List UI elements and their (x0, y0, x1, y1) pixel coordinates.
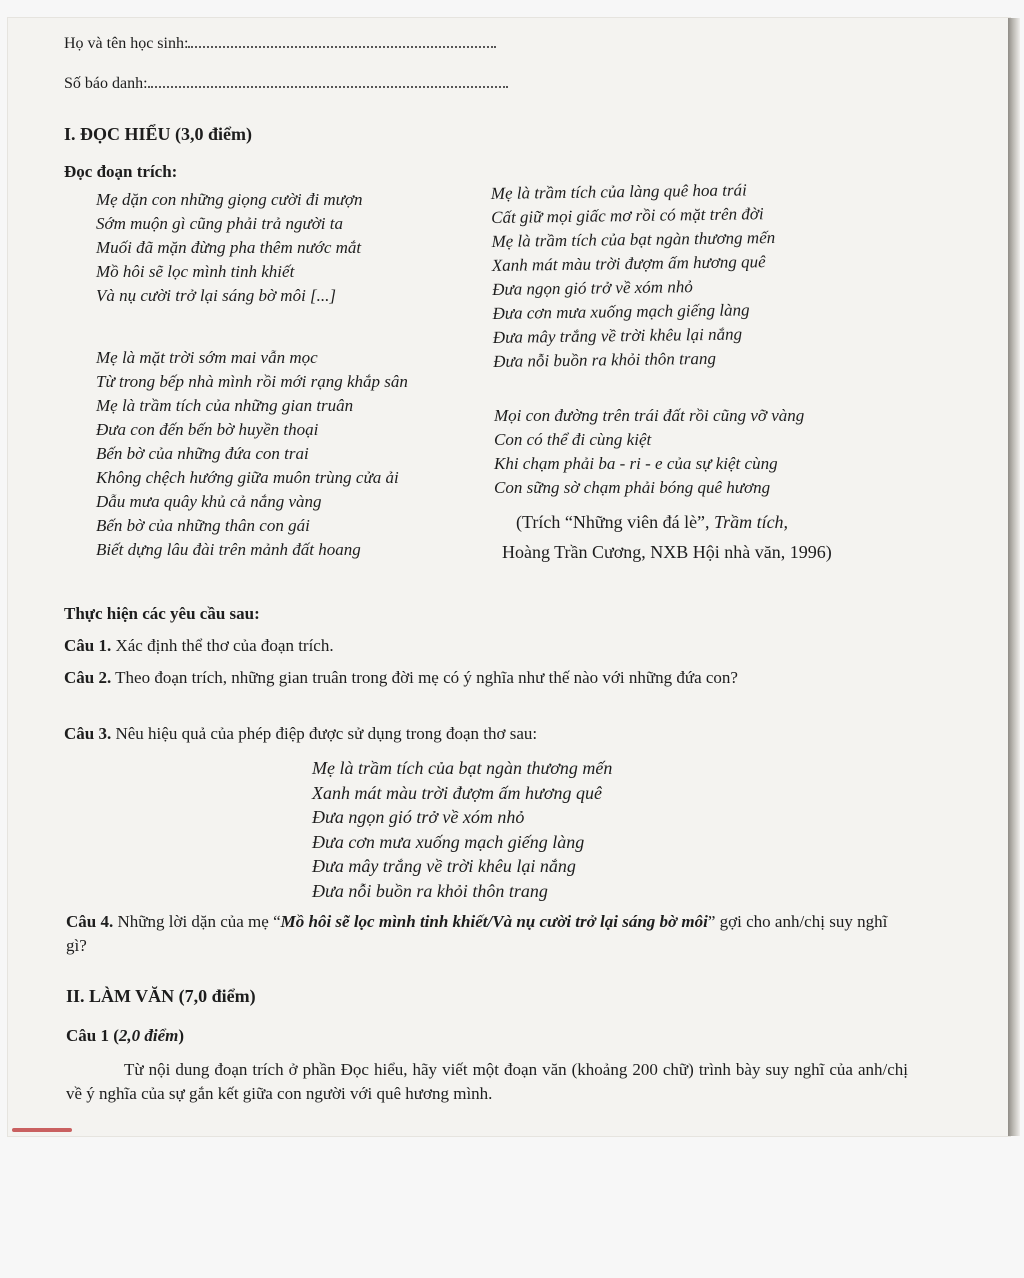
poem-line: Xanh mát màu trời đượm ấm hương quê (491, 252, 766, 275)
q2-label: Câu 2. (64, 668, 112, 687)
student-id-label: Số báo danh: (64, 75, 148, 92)
part2-q1-points: 2,0 điểm (118, 1026, 179, 1045)
q4-label: Câu 4. (66, 912, 114, 931)
part1-intro: Đọc đoạn trích: (64, 162, 178, 181)
poem-line: Đưa cơn mưa xuống mạch giếng làng (312, 831, 585, 852)
student-name-field (64, 34, 496, 53)
poem-line: Xanh mát màu trời đượm ấm hương quê (312, 782, 602, 803)
red-mark (12, 1128, 72, 1132)
poem-line: Mẹ là mặt trời sớm mai vẫn mọc (96, 348, 318, 367)
source-line-1 (516, 512, 788, 533)
dotted-line (148, 74, 508, 88)
source-book: Trầm tích, (714, 512, 789, 532)
question-4 (66, 910, 906, 958)
poem-left-stanza-1 (96, 188, 362, 308)
poem-line: Đưa nỗi buồn ra khỏi thôn trang (493, 348, 717, 371)
q2-text: Theo đoạn trích, những gian truân trong đời mẹ có ý nghĩa như thế nào với những đứa con? (111, 668, 738, 687)
poem-line: Mẹ là trầm tích của bạt ngàn thương mến (491, 228, 776, 251)
poem-line: Biết dựng lâu đài trên mảnh đất hoang (96, 540, 361, 559)
question-3 (64, 724, 537, 744)
q4-text-a: Những lời dặn của mẹ “ (113, 912, 281, 931)
dotted-line (188, 34, 496, 48)
poem-line: Mồ hôi sẽ lọc mình tinh khiết (96, 262, 295, 281)
poem-left-stanza-2 (96, 346, 408, 562)
source-line-2: Hoàng Trần Cương, NXB Hội nhà văn, 1996) (502, 542, 832, 562)
part1-title: I. ĐỌC HIỂU (3,0 điểm) (64, 124, 252, 144)
poem-line: Sớm muộn gì cũng phải trả người ta (96, 214, 343, 233)
q3-text: Nêu hiệu quả của phép điệp được sử dụng trong đoạn thơ sau: (111, 724, 538, 743)
question-1 (64, 636, 334, 656)
part2-q1-text: Từ nội dung đoạn trích ở phần Đọc hiểu, hãy viết một đoạn văn (khoảng 200 chữ) trình bày suy nghĩ của anh/chị về ý nghĩa của sự gắn kết giữa con người với quê hương mình. (66, 1060, 908, 1103)
q4-text-b: ” gợi cho anh/chị suy nghĩ gì? (66, 912, 888, 955)
page-edge-shadow (1008, 18, 1020, 1136)
poem-line: Mẹ dặn con những giọng cười đi mượn (96, 190, 363, 209)
poem-line: Đưa cơn mưa xuống mạch giếng làng (492, 300, 750, 323)
poem-line: Mẹ là trầm tích của những gian truân (96, 396, 354, 415)
poem-line: Khi chạm phải ba - ri - e của sự kiệt cùng (494, 454, 778, 473)
q4-quote: Mồ hôi sẽ lọc mình tinh khiết/Và nụ cười trở lại sáng bờ môi (280, 912, 708, 931)
poem-line: Mọi con đường trên trái đất rồi cũng vỡ vàng (494, 406, 805, 425)
tasks-heading: Thực hiện các yêu cầu sau: (64, 604, 260, 623)
poem-line: Từ trong bếp nhà mình rồi mới rạng khắp sân (96, 372, 408, 391)
poem-line: Đưa ngọn gió trở về xóm nhỏ (312, 807, 525, 827)
part2-q1-label: Câu 1 ( (66, 1026, 119, 1045)
poem-line: Muối đã mặn đừng pha thêm nước mắt (96, 238, 362, 257)
poem-line: Con sững sờ chạm phải bóng quê hương (494, 478, 771, 497)
poem-line: Đưa con đến bến bờ huyền thoại (96, 420, 319, 439)
poem-line: Đưa mây trắng về trời khêu lại nắng (312, 856, 576, 876)
student-name-label: Họ và tên học sinh: (64, 35, 189, 52)
source-prefix: (Trích “Những viên đá lè”, (516, 512, 715, 532)
q3-label: Câu 3. (64, 724, 112, 743)
poem-line: Bến bờ của những thân con gái (96, 516, 310, 535)
poem-line: Và nụ cười trở lại sáng bờ môi [...] (96, 286, 337, 305)
part2-q1-close: ) (178, 1026, 185, 1045)
q1-text: Xác định thể thơ của đoạn trích. (111, 636, 334, 655)
poem-line: Mẹ là trầm tích của bạt ngàn thương mến (312, 758, 613, 778)
poem-line: Dẫu mưa quây khủ cả nắng vàng (96, 492, 322, 511)
poem-line: Bến bờ của những đứa con trai (96, 444, 309, 463)
poem-right-stanza-2 (494, 404, 804, 500)
poem-line: Đưa nỗi buồn ra khỏi thôn trang (312, 880, 548, 901)
part2-title: II. LÀM VĂN (7,0 điểm) (66, 986, 256, 1006)
poem-line: Cất giữ mọi giấc mơ rồi có mặt trên đời (491, 204, 764, 227)
poem-line: Không chệch hướng giữa muôn trùng cửa ải (96, 468, 399, 487)
question-2 (64, 666, 898, 690)
poem-right-stanza-1 (491, 178, 777, 374)
q3-poem (312, 756, 612, 903)
poem-line: Con có thể đi cùng kiệt (494, 430, 652, 449)
q1-label: Câu 1. (64, 636, 112, 655)
poem-line: Đưa ngọn gió trở về xóm nhỏ (492, 277, 693, 299)
poem-line: Mẹ là trầm tích của làng quê hoa trái (490, 180, 747, 203)
student-id-field (64, 74, 508, 93)
part2-q1-heading (66, 1026, 184, 1046)
poem-line: Đưa mây trắng về trời khêu lại nắng (492, 324, 743, 347)
